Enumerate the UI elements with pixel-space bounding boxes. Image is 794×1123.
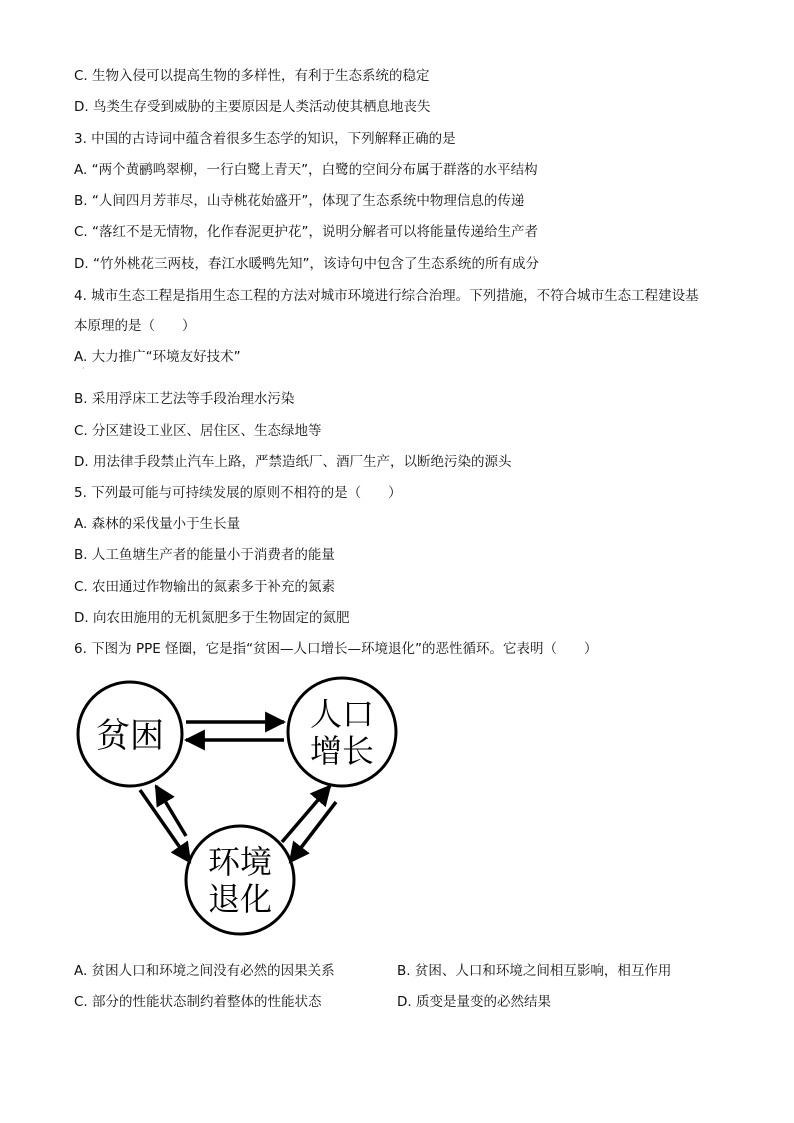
population-label-1: 人口	[309, 695, 375, 733]
option-a-q6: A. 贫困人口和环境之间没有必然的因果关系	[74, 963, 335, 979]
option-d-q4: D. 用法律手段禁止汽车上路，严禁造纸厂、酒厂生产，以断绝污染的源头	[74, 454, 512, 470]
option-c-q6: C. 部分的性能状态制约着整体的性能状态	[74, 994, 322, 1010]
option-c-q4: C. 分区建设工业区、居住区、生态绿地等	[74, 423, 322, 439]
option-d-q2: D. 鸟类生存受到威胁的主要原因是人类活动使其栖息地丧失	[74, 99, 431, 115]
environment-label-1: 环境	[207, 843, 273, 881]
option-d-q3: D. “竹外桃花三两枝，春江水暖鸭先知”，该诗句中包含了生态系统的所有成分	[74, 256, 539, 272]
arrow-population-to-environment	[290, 802, 336, 862]
poverty-label: 贫困	[96, 716, 164, 756]
option-c-q3: C. “落红不是无情物，化作春泥更护花”，说明分解者可以将能量传递给生产者	[74, 224, 538, 240]
option-c-q2: C. 生物入侵可以提高生物的多样性，有利于生态系统的稳定	[74, 68, 430, 84]
question-6-stem: 6. 下图为 PPE 怪圈，它是指“贫困—人口增长—环境退化”的恶性循环。它表明（ ）	[74, 641, 598, 657]
option-b-q6: B. 贫困、人口和环境之间相互影响，相互作用	[397, 963, 672, 979]
option-a-q4: A. 大力推广“环境友好技术”	[74, 349, 241, 365]
environment-label-2: 退化	[207, 880, 273, 918]
question-4-stem-line2: 本原理的是（ ）	[74, 318, 196, 334]
question-3-stem: 3. 中国的古诗词中蕴含着很多生态学的知识，下列解释正确的是	[74, 131, 456, 147]
option-a-q5: A. 森林的采伐量小于生长量	[74, 516, 241, 532]
population-label-2: 增长	[309, 732, 375, 770]
question-5-stem: 5. 下列最可能与可持续发展的原则不相符的是（ ）	[74, 485, 402, 501]
arrow-environment-to-poverty	[156, 786, 186, 836]
option-a-q3: A. “两个黄鹂鸣翠柳，一行白鹭上青天”，白鹭的空间分布属于群落的水平结构	[74, 162, 538, 178]
option-c-q5: C. 农田通过作物输出的氮素多于补充的氮素	[74, 579, 336, 595]
question-4-stem-line1: 4. 城市生态工程是指用生态工程的方法对城市环境进行综合治理。下列措施，不符合城市生态工程建设基	[74, 288, 699, 304]
option-d-q6: D. 质变是量变的必然结果	[397, 994, 551, 1010]
option-b-q3: B. “人间四月芳菲尽，山寺桃花始盛开”，体现了生态系统中物理信息的传递	[74, 193, 525, 209]
stray-dot: ·	[82, 364, 85, 373]
option-d-q5: D. 向农田施用的无机氮肥多于生物固定的氮肥	[74, 610, 350, 626]
option-b-q5: B. 人工鱼塘生产者的能量小于消费者的能量	[74, 547, 335, 563]
arrow-environment-to-population	[282, 786, 330, 842]
option-b-q4: B. 采用浮床工艺法等手段治理水污染	[74, 391, 295, 407]
